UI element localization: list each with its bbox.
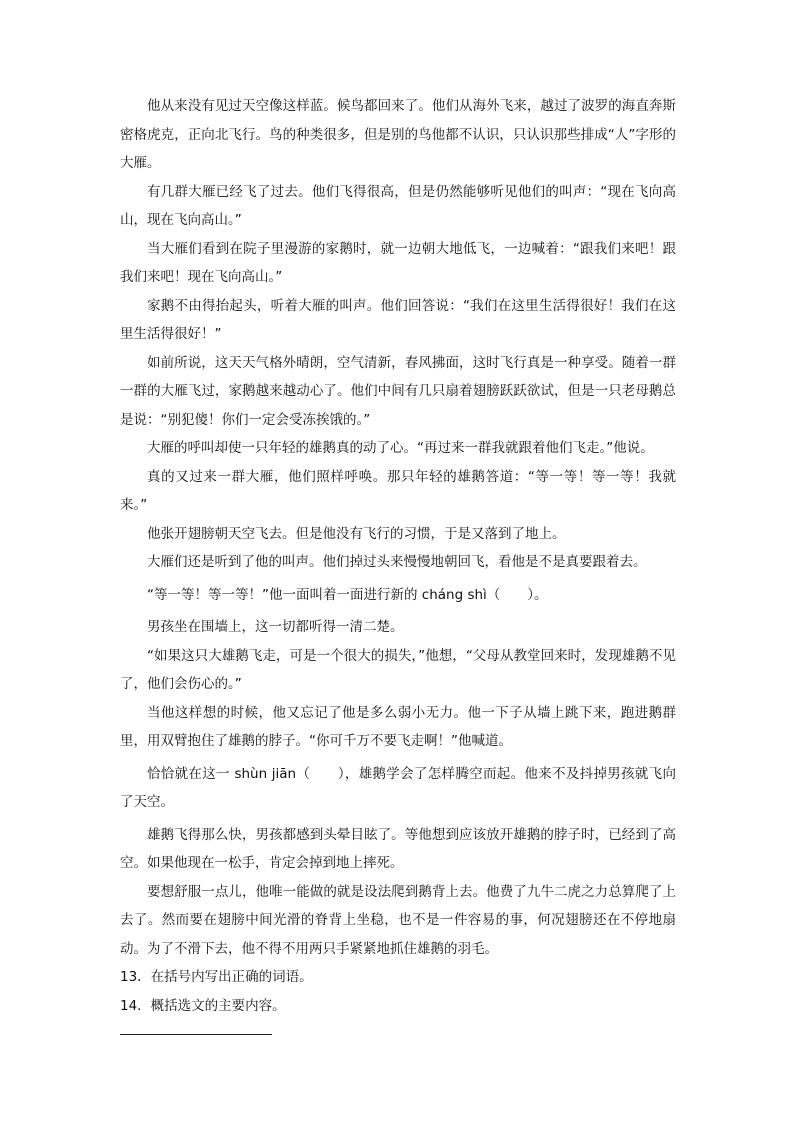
paragraph-8: 他张开翅膀朝天空飞去。但是他没有飞行的习惯，于是又落到了地上。: [147, 525, 566, 542]
paragraph-5: 如前所说，这天天气格外晴朗，空气清新，春风拂面，这时飞行真是一种享受。随着一群一群的大雁飞过，家鹅越来越动心了。他们中间有几只扇着翅膀跃跃欲试，但是一只老母鹅总是说：“别犯傻！你们一定会受冻挨饿的。”: [120, 354, 676, 428]
passage-body: [120, 92, 676, 1035]
paragraph-11: 男孩坐在围墙上，这一切都听得一清二楚。: [147, 619, 404, 635]
paragraph-14: 恰恰就在这一 shùn jiān（ ），雄鹅学会了怎样腾空而起。他来不及抖掉男孩就飞向了天空。: [120, 765, 676, 810]
question-13: 13．在括号内写出正确的词语。: [120, 969, 313, 985]
paragraph-15: 雄鹅飞得那么快，男孩都感到头晕目眩了。等他想到应该放开雄鹅的脖子时，已经到了高空。如果他现在一松手，肯定会掉到地上摔死。: [120, 826, 676, 871]
paragraph-6: 大雁的呼叫却使一只年轻的雄鹅真的动了心。“再过来一群我就跟着他们飞走。”他说。: [147, 440, 654, 456]
paragraph-4: 家鹅不由得抬起头，听着大雁的叫声。他们回答说：“我们在这里生活得很好！我们在这里生活得很好！”: [120, 297, 676, 342]
paragraph-10: “等一等！等一等！”他一面叫着一面进行新的 cháng shì（ ）。: [147, 586, 548, 603]
paragraph-13: 当他这样想的时候，他又忘记了他是多么弱小无力。他一下子从墙上跳下来，跑进鹅群里，用双臂抱住了雄鹅的脖子。“你可千万不要飞走啊！”他喊道。: [120, 704, 676, 749]
paragraph-2: 有几群大雁已经飞了过去。他们飞得很高，但是仍然能够听见他们的叫声：“现在飞向高山，现在飞向高山。”: [120, 183, 676, 228]
paragraph-12: “如果这只大雄鹅飞走，可是一个很大的损失，”他想，“父母从教堂回来时，发现雄鹅不见了，他们会伤心的。”: [120, 647, 676, 692]
answer-line[interactable]: [120, 1034, 272, 1035]
paragraph-3: 当大雁们看到在院子里漫游的家鹅时，就一边朝大地低飞，一边喊着：“跟我们来吧！跟我们来吧！现在飞向高山。”: [120, 240, 676, 285]
paragraph-9: 大雁们还是听到了他的叫声。他们掉过头来慢慢地朝回飞，看他是不是真要跟着去。: [147, 554, 647, 570]
question-14: 14．概括选文的主要内容。: [120, 997, 286, 1014]
paragraph-16: 要想舒服一点儿，他唯一能做的就是设法爬到鹅背上去。他费了九牛二虎之力总算爬了上去了。然而要在翅膀中间光滑的脊背上坐稳，也不是一件容易的事，何况翅膀还在不停地扇动。为了不滑下去，他不得不用两只手紧紧地抓住雄鹅的羽毛。: [120, 883, 676, 957]
paragraph-1: 他从来没有见过天空像这样蓝。候鸟都回来了。他们从海外飞来，越过了波罗的海直奔斯密格虎克，正向北飞行。鸟的种类很多，但是别的鸟他都不认识，只认识那些排成“人”字形的大雁。: [120, 98, 676, 171]
paragraph-7: 真的又过来一群大雁，他们照样呼唤。那只年轻的雄鹅答道：“等一等！等一等！我就来。”: [120, 468, 676, 513]
